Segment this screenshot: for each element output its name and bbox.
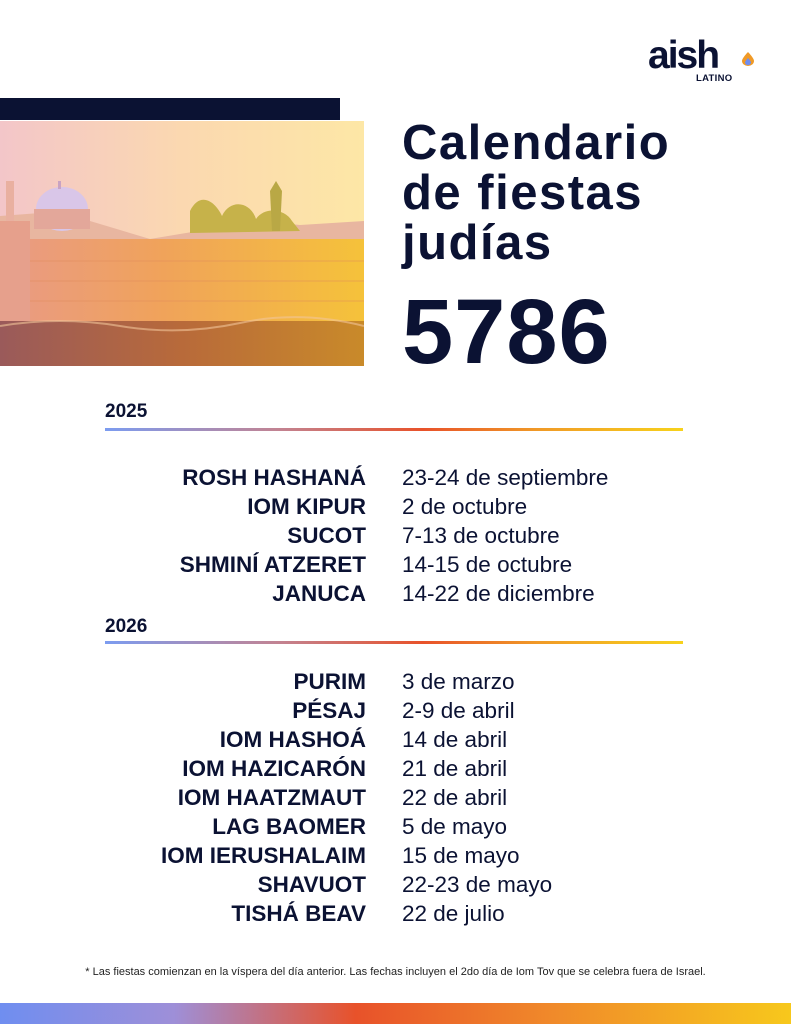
event-name: IOM HAATZMAUT [177,785,366,810]
title-line-3: judías [402,216,553,270]
title-line-2: de fiestas [402,166,644,220]
title-line-1: Calendario [402,116,671,170]
logo-subtitle: LATINO [696,73,733,84]
logo-wordmark: aish [648,34,719,77]
event-name: IOM HAZICARÓN [182,756,366,781]
event-date: 2 de octubre [402,494,528,519]
section-divider-2025 [105,428,683,431]
event-name: JANUCA [272,581,366,606]
event-name: ROSH HASHANÁ [182,465,366,490]
event-name: SUCOT [287,523,366,548]
bottom-gradient-bar [0,1003,791,1024]
event-date: 2-9 de abril [402,698,515,723]
event-date: 14-15 de octubre [402,552,573,577]
hebrew-year: 5786 [402,281,611,383]
event-date: 21 de abril [402,756,508,781]
event-date: 14-22 de diciembre [402,581,595,606]
event-date: 7-13 de octubre [402,523,560,548]
event-name: SHMINÍ ATZERET [179,552,366,577]
event-date: 22 de julio [402,901,505,926]
event-date: 3 de marzo [402,669,515,694]
event-name: SHAVUOT [257,872,366,897]
event-date: 5 de mayo [402,814,508,839]
page-title [402,118,782,268]
event-date: 23-24 de septiembre [402,465,609,490]
event-name: TISHÁ BEAV [231,901,366,926]
flame-drop-icon [742,52,754,66]
section-year-2025: 2025 [105,401,148,422]
event-name: PÉSAJ [292,698,366,723]
jerusalem-western-wall-photo [0,121,364,366]
aish-latino-logo [648,36,758,86]
footnote: * Las fiestas comienzan en la víspera del día anterior. Las fechas incluyen el 2do día de Iom Tov que se celebra fuera de Israel. [85,966,706,978]
event-date: 22-23 de mayo [402,872,553,897]
event-name: LAG BAOMER [212,814,366,839]
event-name: IOM HASHOÁ [219,727,366,752]
section-divider-2026 [105,641,683,644]
event-name: PURIM [293,669,366,694]
event-name: IOM IERUSHALAIM [161,843,366,868]
top-accent-bar [0,98,340,120]
event-date: 15 de mayo [402,843,520,868]
event-name: IOM KIPUR [247,494,366,519]
section-year-2026: 2026 [105,616,148,637]
event-date: 22 de abril [402,785,508,810]
event-date: 14 de abril [402,727,508,752]
